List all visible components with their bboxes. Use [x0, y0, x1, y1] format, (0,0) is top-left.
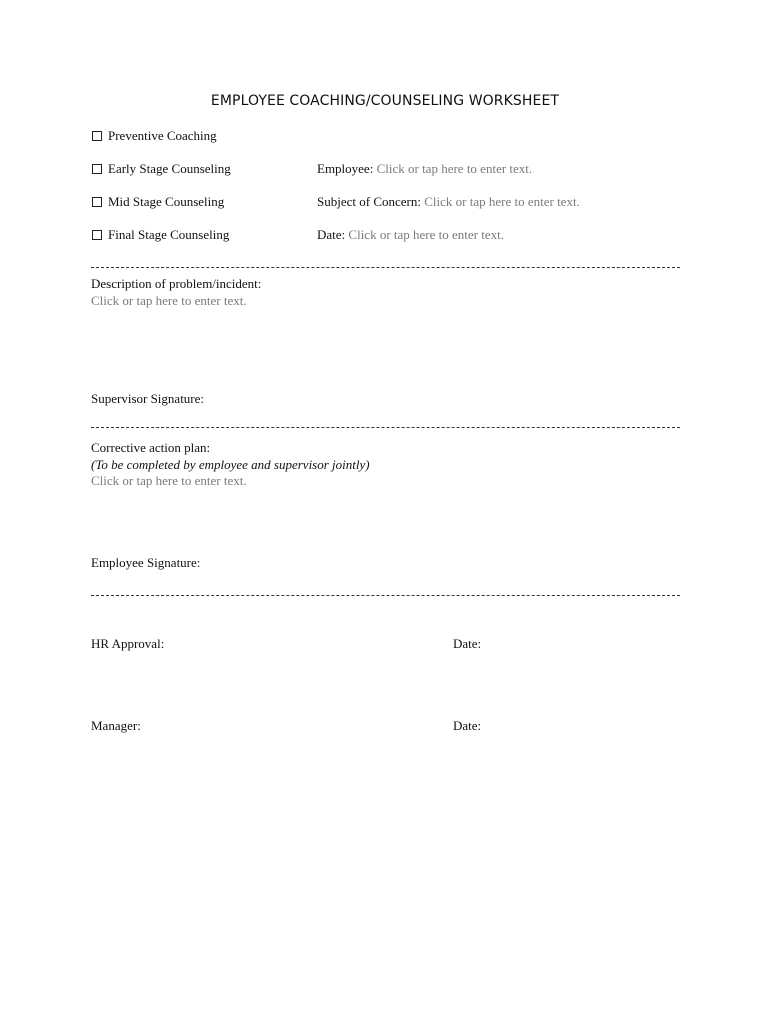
page-title: EMPLOYEE COACHING/COUNSELING WORKSHEET	[210, 93, 560, 109]
problem-label: Description of problem/incident:	[91, 276, 262, 291]
section-divider	[91, 267, 680, 268]
checkbox-icon[interactable]	[92, 131, 102, 141]
problem-input[interactable]: Click or tap here to enter text.	[91, 293, 247, 308]
checkbox-icon[interactable]	[92, 164, 102, 174]
hr-date-label: Date:	[453, 636, 482, 651]
manager-label: Manager:	[91, 718, 141, 733]
checkbox-preventive-coaching[interactable]	[91, 128, 217, 144]
date-input[interactable]: Click or tap here to enter text.	[348, 227, 504, 242]
supervisor-signature-label: Supervisor Signature:	[91, 391, 205, 406]
manager-date-label: Date:	[453, 718, 482, 733]
checkbox-label: Early Stage Counseling	[108, 161, 231, 176]
checkbox-label: Preventive Coaching	[108, 128, 217, 143]
section-divider	[91, 427, 680, 428]
section-divider	[91, 595, 680, 596]
checkbox-mid-stage[interactable]	[91, 194, 224, 210]
corrective-label: Corrective action plan:	[91, 440, 211, 455]
subject-input[interactable]: Click or tap here to enter text.	[424, 194, 580, 209]
subject-label: Subject of Concern:	[317, 194, 421, 209]
date-field	[317, 227, 504, 243]
corrective-note: (To be completed by employee and supervisor jointly)	[91, 457, 370, 472]
checkbox-label: Mid Stage Counseling	[108, 194, 225, 209]
employee-input[interactable]: Click or tap here to enter text.	[376, 161, 533, 176]
checkbox-icon[interactable]	[92, 230, 102, 240]
employee-signature-label: Employee Signature:	[91, 555, 201, 570]
checkbox-icon[interactable]	[92, 197, 102, 207]
corrective-input[interactable]: Click or tap here to enter text.	[91, 473, 247, 488]
subject-field	[317, 194, 580, 210]
date-label: Date:	[317, 227, 346, 242]
employee-field	[317, 161, 532, 177]
checkbox-early-stage[interactable]	[91, 161, 231, 177]
checkbox-label: Final Stage Counseling	[108, 227, 230, 242]
hr-approval-label: HR Approval:	[91, 636, 165, 651]
checkbox-final-stage[interactable]	[91, 227, 229, 243]
employee-label: Employee:	[317, 161, 374, 176]
